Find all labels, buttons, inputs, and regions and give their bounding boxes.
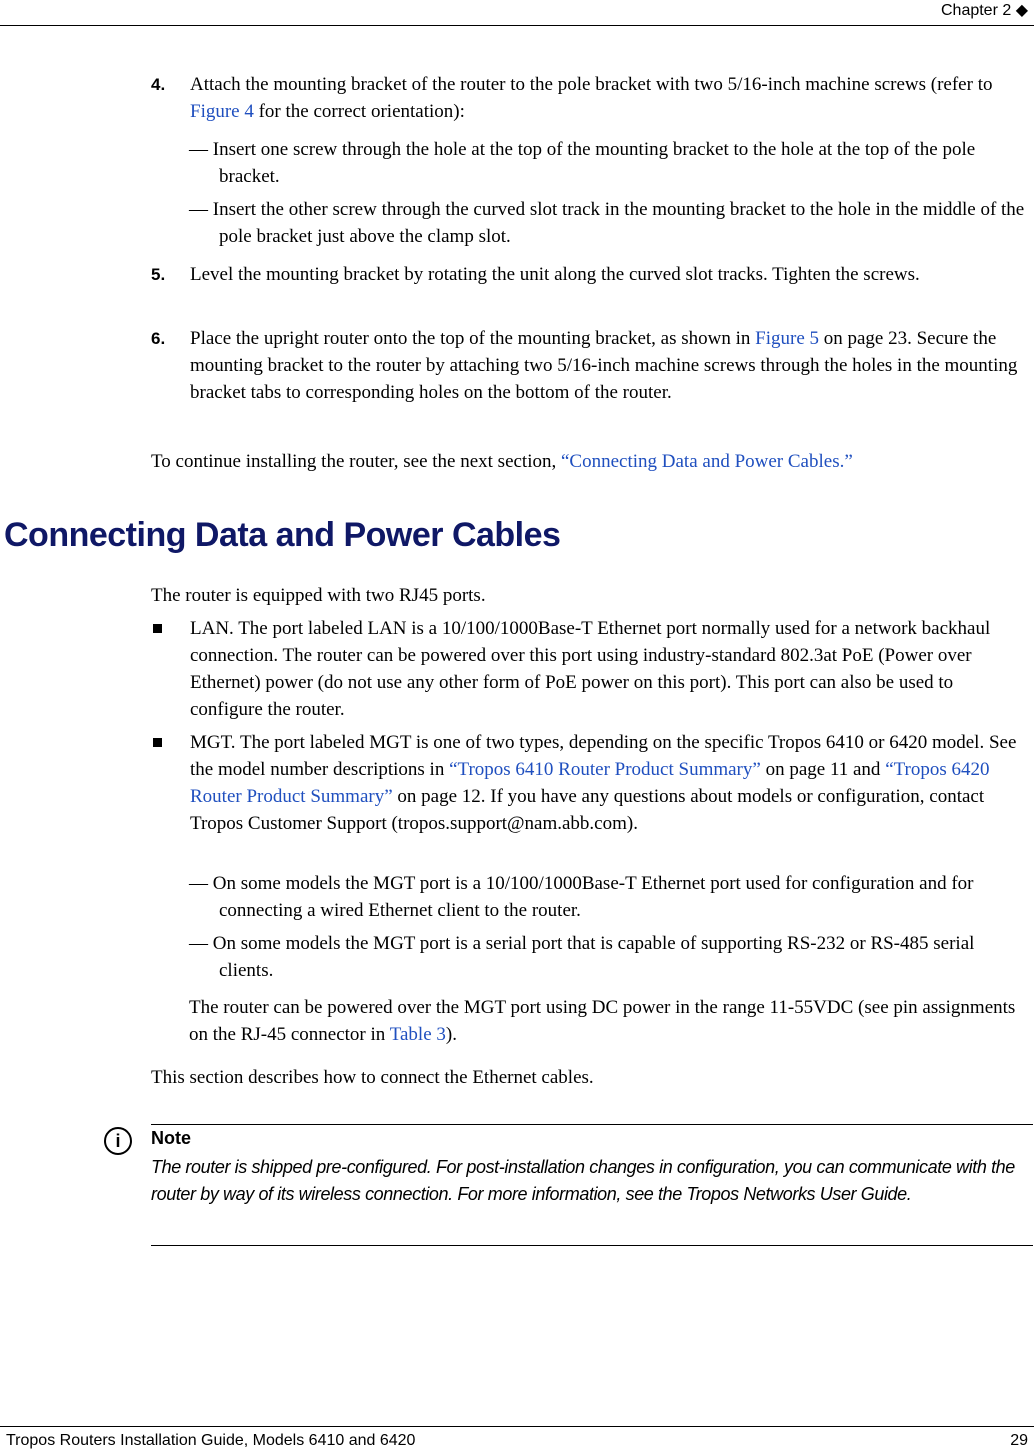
bullet-text-end: on page 12. If you have any questions about models or configuration, contact Tropos Customer Support (tropos.support@nam.abb.com). xyxy=(190,786,985,834)
continue-text: To continue installing the router, see the next section, xyxy=(151,451,561,472)
product-summary-6420-link[interactable]: “Tropos 6420 Router Product Summary” xyxy=(190,759,990,807)
header-rule xyxy=(0,25,1034,26)
step-text-end: for the correct orientation): xyxy=(253,101,465,122)
dash-item: — Insert the other screw through the curved slot track in the mounting bracket to the hole in the middle of the pole bracket just above the clamp slot. xyxy=(189,199,1025,247)
page-number: 29 xyxy=(1010,1432,1028,1449)
step-number: 6. xyxy=(151,329,166,348)
step-text: Level the mounting bracket by rotating the unit along the curved slot tracks. Tighten the screws. xyxy=(190,264,920,285)
section-link[interactable]: “Connecting Data and Power Cables.” xyxy=(561,451,853,472)
note-body: The router is shipped pre-configured. For post-installation changes in configuration, you can communicate with the router by way of its wireless connection. For more information, see the Tropos Networks User Guide. xyxy=(151,1157,1015,1204)
dash-item: — On some models the MGT port is a serial port that is capable of supporting RS-232 or RS-485 serial clients. xyxy=(189,933,975,981)
powered-text: The router can be powered over the MGT port using DC power in the range 11-55VDC (see pin assignments on the RJ-45 connector in xyxy=(189,997,1016,1045)
step-text: Place the upright router onto the top of the mounting bracket, as shown in xyxy=(190,328,756,349)
footer-rule xyxy=(0,1426,1034,1427)
note-rule-bottom xyxy=(151,1245,1033,1246)
product-summary-6410-link[interactable]: “Tropos 6410 Router Product Summary” xyxy=(449,759,761,780)
bullet-text: LAN. The port labeled LAN is a 10/100/1000Base-T Ethernet port normally used for a network backhaul connection. The router can be powered over this port using industry-standard 802.3at PoE (Power over Ethernet) power (do not use any other form of PoE power on this port). This port can also be used to configure the router. xyxy=(190,618,991,720)
bullet-mgt xyxy=(151,729,1029,837)
bullet-lan xyxy=(151,615,1029,723)
step-5 xyxy=(151,261,1029,288)
step-number: 5. xyxy=(151,265,166,284)
bullet-square-icon xyxy=(153,738,162,747)
note-label: Note xyxy=(151,1128,191,1148)
section-title: Connecting Data and Power Cables xyxy=(4,516,561,554)
figure-5-link[interactable]: Figure 5 xyxy=(755,328,819,349)
intro-paragraph: The router is equipped with two RJ45 ports. xyxy=(151,585,486,606)
continue-paragraph xyxy=(151,448,1029,475)
figure-4-link[interactable]: Figure 4 xyxy=(190,101,254,122)
closing-paragraph: This section describes how to connect the Ethernet cables. xyxy=(151,1067,594,1088)
bullet-text: MGT. The port labeled MGT is one of two types, depending on the specific Tropos 6410 or 6420 model. See the model number descriptions in xyxy=(190,732,1017,780)
note-rule-top xyxy=(151,1124,1033,1125)
info-icon: i xyxy=(104,1127,132,1155)
powered-paragraph xyxy=(189,994,1029,1048)
step-number: 4. xyxy=(151,75,166,94)
dash-item: — Insert one screw through the hole at the top of the mounting bracket to the hole at the top of the pole bracket. xyxy=(189,139,976,187)
footer-title: Tropos Routers Installation Guide, Models 6410 and 6420 xyxy=(6,1432,416,1449)
bullet-square-icon xyxy=(153,624,162,633)
step-text: Attach the mounting bracket of the router to the pole bracket with two 5/16-inch machine screws (refer to xyxy=(190,74,993,95)
dash-item: — On some models the MGT port is a 10/100/1000Base-T Ethernet port used for configuration and for connecting a wired Ethernet client to the router. xyxy=(189,873,974,921)
step-6 xyxy=(151,325,1029,406)
table-3-link[interactable]: Table 3 xyxy=(389,1024,446,1045)
step-4 xyxy=(151,71,1029,125)
step-text-end: on page 23. Secure the mounting bracket to the router by attaching two 5/16-inch machine screws through the holes in the mounting bracket tabs to corresponding holes on the bottom of the router. xyxy=(190,328,1018,403)
powered-text-end: ). xyxy=(445,1024,457,1045)
chapter-header: Chapter 2 ◆ xyxy=(940,2,1028,19)
bullet-text-mid: on page 11 and xyxy=(760,759,886,780)
